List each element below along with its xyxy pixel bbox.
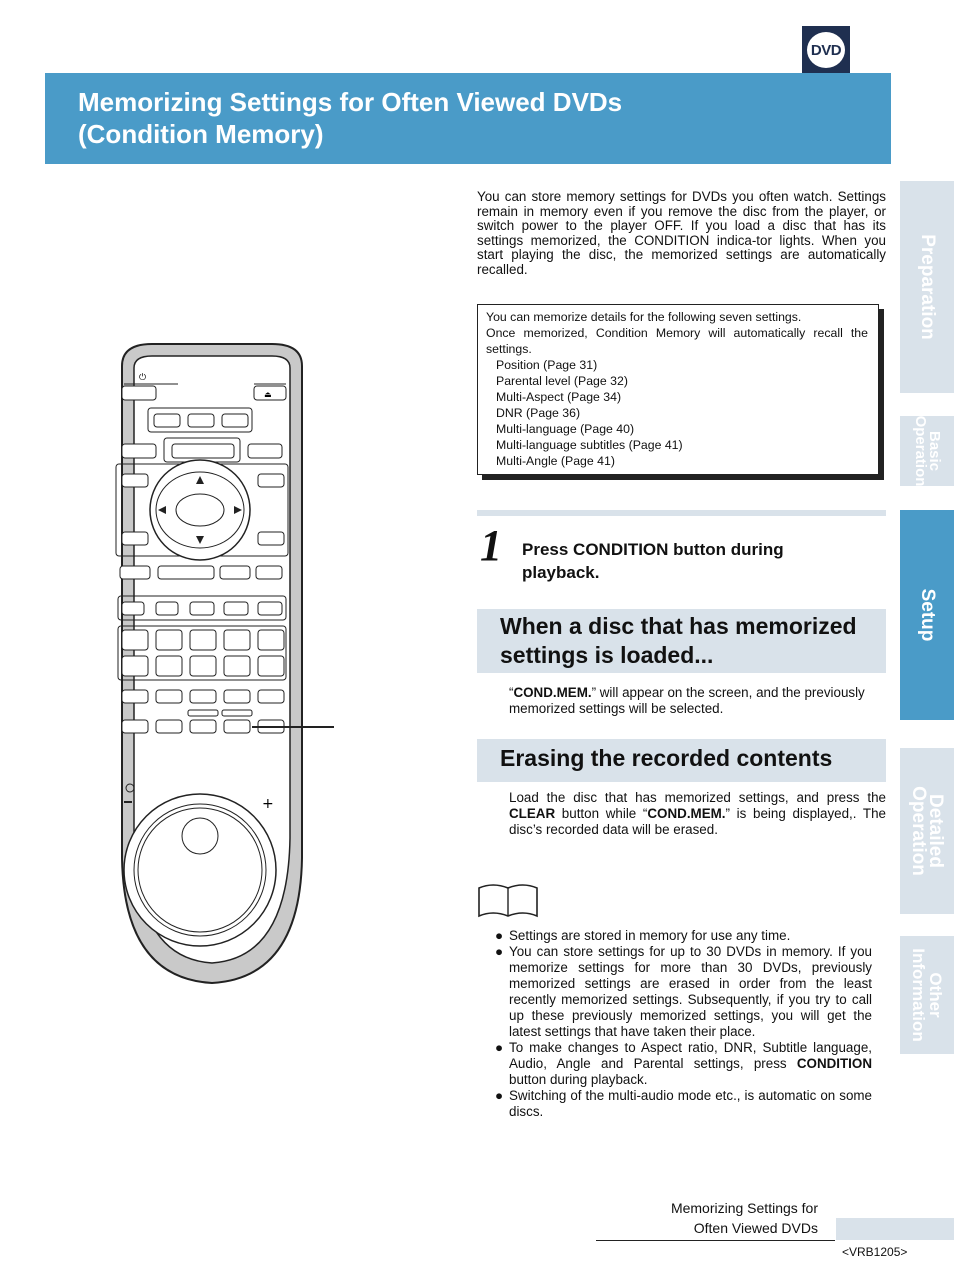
tab-other-information-label: Other Information: [909, 948, 945, 1042]
list-item: Position (Page 31): [496, 358, 598, 372]
enter-button[interactable]: [176, 494, 224, 526]
erase-part3: ” is being displayed,. The disc’s recorded data will be erased.: [509, 806, 886, 837]
number-button[interactable]: [122, 630, 148, 650]
note-text: To make changes to Aspect ratio, DNR, Subtitle language, Audio, Angle and Parental settings, press: [509, 1040, 872, 1071]
settings-info-box: [477, 304, 879, 475]
remote-button[interactable]: [224, 690, 250, 703]
remote-button[interactable]: [190, 690, 216, 703]
remote-button[interactable]: [156, 690, 182, 703]
cond-mem-text: COND.MEM.: [513, 685, 592, 700]
footer-line2: Often Viewed DVDs: [693, 1220, 818, 1236]
remote-button[interactable]: [122, 474, 148, 487]
plus-icon: +: [262, 796, 274, 812]
remote-button[interactable]: [258, 690, 284, 703]
power-button[interactable]: [122, 386, 156, 400]
erase-heading-band: [477, 739, 886, 782]
list-item: DNR (Page 36): [496, 406, 581, 420]
fast-forward-button[interactable]: [220, 566, 250, 579]
tab-detailed-operation-label: Detailed Operation: [908, 786, 946, 876]
intro-paragraph: You can store memory settings for DVDs you often watch. Settings remain in memory even if you remove the disc from the player, or switch power to the player OFF. If you load a disc that has its settings memorized, the CONDITION indica-tor lights. When you start playing the disc, the memorized settings are automatically recalled.: [477, 189, 886, 277]
erase-part2: button while “: [555, 806, 648, 821]
erase-heading: Erasing the recorded contents: [500, 745, 833, 771]
footer-title: [600, 1198, 818, 1238]
note-text: Settings are stored in memory for use any time.: [509, 928, 791, 943]
number-button[interactable]: [258, 656, 284, 676]
list-item: Multi-language subtitles (Page 41): [496, 438, 683, 452]
footer-line1: Memorizing Settings for: [670, 1200, 818, 1216]
remote-button[interactable]: [222, 414, 248, 427]
notes-list: [495, 928, 872, 1120]
return-button[interactable]: [258, 474, 284, 487]
remote-button[interactable]: [122, 720, 148, 733]
callout-line: [252, 726, 334, 728]
rewind-button[interactable]: [120, 566, 150, 579]
step-forward-button[interactable]: [224, 602, 248, 615]
dvd-disc: [807, 32, 845, 68]
list-item: Multi-Angle (Page 41): [496, 454, 615, 468]
number-button[interactable]: [156, 630, 182, 650]
bullet-icon: ●: [495, 928, 504, 943]
title-bar: [45, 73, 891, 164]
note-item: [495, 944, 872, 1040]
page-title: [78, 86, 622, 150]
pause-button[interactable]: [122, 602, 144, 615]
condition-button[interactable]: [224, 720, 250, 733]
list-item: Multi-Aspect (Page 34): [496, 390, 622, 404]
loaded-heading: When a disc that has memorized settings is loaded...: [500, 613, 857, 668]
loaded-paragraph: [509, 685, 886, 717]
power-icon: ⏻: [139, 373, 147, 383]
tab-basic-operation[interactable]: [900, 416, 954, 486]
stop-button[interactable]: [156, 602, 178, 615]
page-title-line2: (Condition Memory): [78, 119, 324, 149]
step-divider: [477, 510, 886, 516]
step-number: 1: [480, 521, 502, 570]
remote-button[interactable]: [156, 720, 182, 733]
tab-setup[interactable]: [900, 510, 954, 720]
remote-button[interactable]: [122, 444, 156, 458]
tab-preparation-label: Preparation: [917, 234, 938, 340]
note-item: [495, 1088, 872, 1120]
number-button[interactable]: [190, 656, 216, 676]
bullet-icon: ●: [495, 1040, 504, 1055]
number-button[interactable]: [224, 630, 250, 650]
step-instruction: Press CONDITION button during playback.: [522, 540, 784, 582]
footer-tab: [836, 1218, 954, 1240]
note-text: Switching of the multi-audio mode etc., is automatic on some discs.: [509, 1088, 872, 1119]
erase-part1: Load the disc that has memorized settings, and press the: [509, 790, 886, 805]
remote-button[interactable]: [154, 414, 180, 427]
remote-button[interactable]: [258, 602, 282, 615]
loaded-rest: ” will appear on the screen, and the previously memorized settings will be selected.: [509, 685, 865, 716]
settings-list: [486, 357, 868, 469]
dvd-logo-icon: [802, 26, 850, 74]
tab-preparation[interactable]: [900, 181, 954, 393]
open-quote: “: [509, 685, 514, 700]
remote-button[interactable]: [190, 720, 216, 733]
tab-other-information[interactable]: [900, 936, 954, 1054]
condition-text: CONDITION: [796, 1056, 872, 1071]
open-book-icon: [477, 880, 539, 920]
eject-icon: ⏏: [264, 390, 272, 399]
remote-button[interactable]: [172, 444, 234, 458]
box-line1: You can memorize details for the following seven settings.: [486, 310, 802, 324]
page-title-line1: Memorizing Settings for Often Viewed DVDs: [78, 87, 623, 117]
remote-button[interactable]: [248, 444, 282, 458]
tab-setup-label: Setup: [917, 588, 938, 642]
footer-code: <VRB1205>: [842, 1245, 908, 1259]
prev-button[interactable]: [122, 532, 148, 545]
remote-control-illustration: [112, 338, 312, 988]
tab-detailed-operation[interactable]: [900, 748, 954, 914]
box-line2: Once memorized, Condition Memory will automatically recall the settings.: [486, 326, 868, 356]
number-button[interactable]: [224, 656, 250, 676]
note-item: [495, 1040, 872, 1088]
list-item: Parental level (Page 32): [496, 374, 628, 388]
list-item: Multi-language (Page 40): [496, 422, 635, 436]
tab-basic-operation-label: Basic Operation: [912, 415, 943, 487]
remote-button[interactable]: [256, 566, 282, 579]
number-button[interactable]: [156, 656, 182, 676]
play-button[interactable]: [158, 566, 214, 579]
cond-mem-text: COND.MEM.: [647, 806, 726, 821]
step-back-button[interactable]: [190, 602, 214, 615]
footer-divider: [596, 1240, 835, 1241]
loaded-heading-band: [477, 609, 886, 673]
next-button[interactable]: [258, 532, 284, 545]
erase-paragraph: [509, 790, 886, 838]
remote-button[interactable]: [122, 690, 148, 703]
number-button[interactable]: [122, 656, 148, 676]
number-button[interactable]: [190, 630, 216, 650]
note-text: You can store settings for up to 30 DVDs in memory. If you memorize settings for more than 30 DVDs, previously memorized settings are erased in order from the least recently memorized settings. Subsequently, if you try to call up these previously memorized settings, you will get the latest settings that have taken their place.: [509, 944, 872, 1039]
bullet-icon: ●: [495, 944, 504, 959]
number-button[interactable]: [258, 630, 284, 650]
note-item: [495, 928, 872, 944]
jog-dial[interactable]: [124, 794, 276, 946]
dvd-logo-text: DVD: [810, 41, 842, 59]
note-text: button during playback.: [509, 1072, 648, 1087]
bullet-icon: ●: [495, 1088, 504, 1103]
remote-button[interactable]: [188, 414, 214, 427]
clear-text: CLEAR: [509, 806, 556, 821]
